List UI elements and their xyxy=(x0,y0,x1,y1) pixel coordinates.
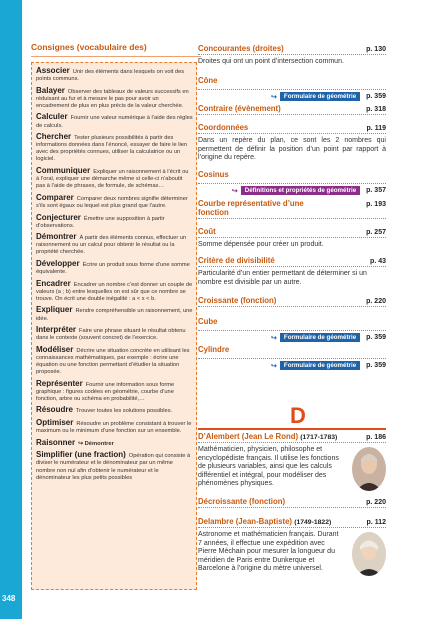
consigne-term: Associer xyxy=(36,66,70,75)
formulaire-badge[interactable]: Formulaire de géométrie xyxy=(280,92,360,101)
consigne-entry xyxy=(36,233,193,256)
entry-cone xyxy=(198,76,386,101)
consigne-entry xyxy=(36,406,193,415)
entry-page[interactable]: p. 112 xyxy=(366,519,386,526)
entry-title: Courbe représentative d’une fonction xyxy=(198,199,304,217)
consigne-term: Communiquer xyxy=(36,166,91,176)
entry-title: Cylindre xyxy=(198,345,230,354)
entry-page[interactable]: p. 359 xyxy=(366,334,386,341)
entry-decroissante xyxy=(198,497,386,508)
entry-page[interactable]: p. 220 xyxy=(366,298,386,305)
entry-title: Contraire (évènement) xyxy=(198,104,281,113)
consigne-term: Raisonner xyxy=(36,437,76,447)
entry-title: D’Alembert (Jean Le Rond) xyxy=(198,432,299,441)
consigne-term: Démontrer xyxy=(36,232,77,242)
entry-page[interactable]: p. 359 xyxy=(366,93,386,100)
entry-definition: Somme dépensée pour créer un produit. xyxy=(198,241,324,248)
page-sidebar xyxy=(0,0,22,619)
consigne-definition: Trouver toutes les solutions possibles. xyxy=(75,408,173,415)
consignes-box xyxy=(31,62,197,590)
consigne-entry xyxy=(36,260,193,276)
formulaire-badge[interactable]: Formulaire de géométrie xyxy=(280,361,360,370)
consigne-entry xyxy=(36,194,193,210)
consigne-term: Développer xyxy=(36,258,80,268)
consigne-entry xyxy=(36,306,193,322)
consigne-definition: Émettre une supposition à partir d’observations. xyxy=(36,215,165,229)
delambre-portrait xyxy=(352,532,386,576)
consigne-entry xyxy=(36,113,193,129)
definitions-badge[interactable]: Définitions et propriétés de géométrie xyxy=(241,186,360,195)
entry-dates: (1749-1822) xyxy=(294,519,332,526)
consignes-title: Consignes (vocabulaire des) xyxy=(31,42,201,57)
consigne-entry xyxy=(36,67,193,83)
consigne-definition: Résoudre un problème consistant à trouver le maximum ou le minimum d’une fonction sur un ensemble. xyxy=(36,421,192,435)
consigne-entry xyxy=(36,280,193,303)
entry-cube xyxy=(198,317,386,342)
consigne-definition: Faire une phrase situant le résultat obtenu dans le contexte (souvent concret) de l’exercice. xyxy=(36,328,186,342)
dalembert-portrait xyxy=(352,447,386,491)
arrow-right-icon: ↪ xyxy=(271,93,277,101)
consigne-definition: Fournir une information sous forme graphique : figures codées en géométrie, courbe d’une fonction, arbre ou schéma en probabilité,… xyxy=(36,381,175,402)
consigne-reference[interactable]: Démontrer xyxy=(84,440,114,447)
entry-critere xyxy=(198,256,386,287)
page-number: 348 xyxy=(2,594,16,603)
consigne-definition: Tester plusieurs possibilités à partir des informations données dans l’énoncé, essayer de faire le lien avec des propriétés connues, utiliser la calculatrice ou un logiciel. xyxy=(36,135,188,163)
consigne-definition: Rendre compréhensible un raisonnement, une idée. xyxy=(36,308,193,322)
entry-page[interactable]: p. 220 xyxy=(366,499,386,506)
entry-page[interactable]: p. 257 xyxy=(366,229,386,236)
section-letter: D xyxy=(290,403,306,428)
entry-page[interactable]: p. 119 xyxy=(366,125,386,132)
entry-courbe xyxy=(198,199,386,219)
consigne-entry xyxy=(36,419,193,435)
consigne-term: Comparer xyxy=(36,192,74,202)
consigne-term: Conjecturer xyxy=(36,212,81,222)
arrow-right-icon: ↪ xyxy=(271,334,277,342)
entry-page[interactable]: p. 193 xyxy=(366,201,386,208)
entry-definition: Dans un repère du plan, ce sont les 2 nombres qui permettent de définir la position d’un point par rapport à l’origine du repère. xyxy=(198,137,386,162)
entry-title: Cube xyxy=(198,317,218,326)
entry-cout xyxy=(198,227,386,250)
entry-title: Coordonnées xyxy=(198,123,249,132)
entry-dates: (1717-1783) xyxy=(300,434,338,441)
consigne-entry xyxy=(36,167,193,190)
entry-title: Décroissante (fonction) xyxy=(198,497,286,506)
entry-coordonnees xyxy=(198,123,386,163)
entry-page[interactable]: p. 357 xyxy=(366,187,386,194)
entry-title: Coût xyxy=(198,227,216,236)
consigne-definition: Comparer deux nombres signifie déterminer s’ils sont égaux ou lequel est plus grand que l’autre. xyxy=(36,195,188,209)
entry-title: Critère de divisibilité xyxy=(198,256,275,265)
consigne-term: Interpréter xyxy=(36,325,77,335)
entry-page[interactable]: p. 43 xyxy=(370,258,386,265)
entry-page[interactable]: p. 359 xyxy=(366,362,386,369)
consigne-definition: Encadrer un nombre c’est donner un couple de valeurs (a ; b) entre lesquelles on est sûr que ce nombre se trouve. On écrit une double inégalité : a < x < b. xyxy=(36,281,193,302)
consigne-term: Modéliser xyxy=(36,344,74,354)
consigne-entry xyxy=(36,451,193,481)
consigne-term: Simplifier (une fraction) xyxy=(36,450,126,460)
entry-title: Croissante (fonction) xyxy=(198,296,277,305)
consigne-term: Balayer xyxy=(36,85,65,95)
consigne-definition: Expliquer un raisonnement à l’écrit ou à l’oral, expliquer une démarche même si celle-ci n’aboutit pas à l’aide de phrases, de formule, de schémas… xyxy=(36,169,189,190)
entry-definition: Droites qui ont un point d’intersection commun. xyxy=(198,58,344,65)
entry-page[interactable]: p. 186 xyxy=(366,434,386,441)
entry-cylindre xyxy=(198,345,386,370)
consigne-entry xyxy=(36,326,193,342)
entry-cosinus xyxy=(198,170,386,195)
arrow-right-icon: ↪ xyxy=(231,187,238,195)
consigne-term: Chercher xyxy=(36,132,72,142)
entry-definition: Particularité d’un entier permettant de déterminer si un nombre est divisible par un autre. xyxy=(198,270,367,286)
consigne-definition: Fournir une valeur numérique à l’aide des règles de calculs. xyxy=(36,115,193,129)
entry-definition: Astronome et mathématicien français. Durant 7 années, il effectue une expédition avec Pierre Méchain pour mesurer la longueur du méridien de Paris entre Dunkerque et Barcelone à l’origine du mètre universel. xyxy=(198,531,339,573)
entry-concourantes xyxy=(198,44,386,67)
consigne-term: Optimiser xyxy=(36,418,74,428)
entry-title: Concourantes (droites) xyxy=(198,44,284,53)
consigne-entry xyxy=(36,439,193,448)
consigne-entry xyxy=(36,133,193,163)
section-divider xyxy=(198,428,386,430)
consigne-term: Résoudre xyxy=(36,405,73,415)
consigne-entry xyxy=(36,346,193,376)
consigne-entry xyxy=(36,214,193,230)
consigne-definition: À partir des éléments connus, effectuer un raisonnement ou un calcul pour obtenir le résultat ou la propriété cherchée. xyxy=(36,235,187,256)
formulaire-badge[interactable]: Formulaire de géométrie xyxy=(280,333,360,342)
consigne-term: Encadrer xyxy=(36,278,71,288)
consigne-entry xyxy=(36,380,193,403)
arrow-right-icon: ↪ xyxy=(78,440,85,447)
consigne-entry xyxy=(36,87,193,110)
consigne-term: Expliquer xyxy=(36,305,73,315)
consigne-definition: Écrire un produit sous forme d’une somme équivalente. xyxy=(36,261,190,276)
entry-title: Delambre (Jean-Baptiste) xyxy=(198,517,293,526)
entry-contraire xyxy=(198,104,386,115)
consigne-term: Représenter xyxy=(36,378,83,388)
arrow-right-icon: ↪ xyxy=(271,362,277,370)
entry-definition: Mathématicien, physicien, philosophe et encyclopédiste français. Il utilise les fonctions de plusieurs variables, ainsi que les calculs différentiel et intégral, pour modéliser des phénomènes physiques. xyxy=(198,446,339,488)
consigne-definition: Décrire une situation concrète en utilisant les connaissances mathématiques, par exemple : écrire une équation ou une fonction permettant d’étudier la situation proposée. xyxy=(36,347,190,376)
consignes-section xyxy=(31,42,201,57)
entry-title: Cosinus xyxy=(198,170,229,179)
entry-page[interactable]: p. 318 xyxy=(366,106,386,113)
entry-title: Cône xyxy=(198,76,218,85)
consigne-term: Calculer xyxy=(36,112,68,122)
consigne-definition: Observer des tableaux de valeurs successifs en réduisant au fur et à mesure le pas pour avoir un encadrement de plus en plus précis de la valeur cherchée. xyxy=(36,88,189,109)
entry-croissante xyxy=(198,296,386,307)
entry-page[interactable]: p. 130 xyxy=(366,46,386,53)
consigne-definition: Opération qui consiste à diviser le numérateur et le dénominateur par un même nombre non nul afin d’obtenir le numérateur et le dénominateur les plus petits possibles xyxy=(36,453,191,481)
consigne-definition: Unir des éléments dans lesquels on voit des points communs. xyxy=(36,69,185,83)
